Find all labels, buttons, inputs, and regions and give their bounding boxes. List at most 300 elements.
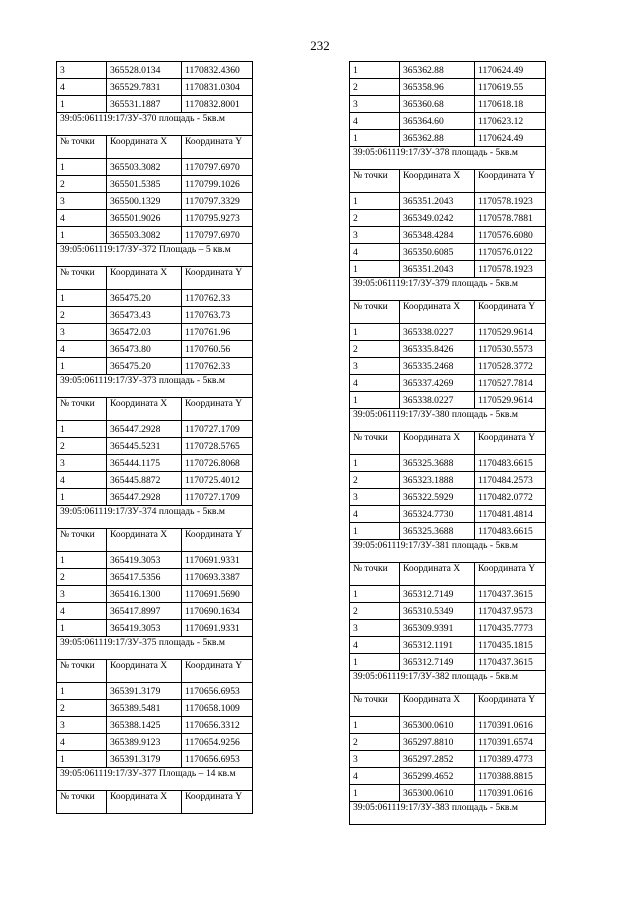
parcel-title-row bbox=[350, 409, 546, 432]
coordinate-y-cell: 1170391.6574 bbox=[475, 734, 546, 751]
coordinate-y-cell: 1170437.3615 bbox=[475, 586, 546, 603]
parcel-title-row bbox=[350, 802, 546, 825]
point-number-cell: 1 bbox=[57, 552, 107, 569]
point-number-cell: 2 bbox=[350, 341, 400, 358]
point-number-cell: 2 bbox=[350, 79, 400, 96]
coordinate-y-cell: 1170658.1009 bbox=[182, 700, 253, 717]
table-row bbox=[57, 717, 253, 734]
point-number-cell: 1 bbox=[57, 159, 107, 176]
column-header-point-number: № точки bbox=[350, 432, 400, 455]
coordinate-y-cell: 1170691.5690 bbox=[182, 586, 253, 603]
point-number-cell: 1 bbox=[350, 130, 400, 147]
point-number-cell: 2 bbox=[350, 472, 400, 489]
coordinate-x-cell: 365389.5481 bbox=[107, 700, 182, 717]
point-number-cell: 4 bbox=[57, 734, 107, 751]
coordinate-y-cell: 1170389.4773 bbox=[475, 751, 546, 768]
table-row bbox=[350, 455, 546, 472]
column-header-point-number: № точки bbox=[350, 694, 400, 717]
coordinate-x-cell: 365529.7831 bbox=[107, 79, 182, 96]
point-number-cell: 3 bbox=[57, 455, 107, 472]
point-number-cell: 1 bbox=[350, 62, 400, 79]
point-number-cell: 4 bbox=[57, 210, 107, 227]
parcel-title-row bbox=[350, 147, 546, 170]
column-header-coordinate-y: Координата Y bbox=[475, 694, 546, 717]
coordinate-y-cell: 1170391.0616 bbox=[475, 785, 546, 802]
table-row bbox=[57, 62, 253, 79]
right-coordinate-table bbox=[349, 61, 546, 825]
coordinate-y-cell: 1170690.1634 bbox=[182, 603, 253, 620]
column-header-coordinate-y: Координата Y bbox=[182, 791, 253, 814]
table-row bbox=[57, 341, 253, 358]
parcel-title-row bbox=[350, 278, 546, 301]
column-header-point-number: № точки bbox=[350, 170, 400, 193]
coordinate-y-cell: 1170797.6970 bbox=[182, 159, 253, 176]
coordinate-x-cell: 365417.8997 bbox=[107, 603, 182, 620]
parcel-title-row bbox=[350, 671, 546, 694]
point-number-cell: 2 bbox=[57, 569, 107, 586]
coordinate-x-cell: 365299.4652 bbox=[400, 768, 475, 785]
parcel-title: 39:05:061119:17/ЗУ-375 площадь - 5кв.м bbox=[57, 637, 253, 660]
coordinate-x-cell: 365475.20 bbox=[107, 358, 182, 375]
coordinate-y-cell: 1170728.5765 bbox=[182, 438, 253, 455]
coordinate-x-cell: 365503.3082 bbox=[107, 227, 182, 244]
table-row bbox=[57, 603, 253, 620]
table-header-row bbox=[350, 563, 546, 586]
coordinate-y-cell: 1170618.18 bbox=[475, 96, 546, 113]
table-row bbox=[57, 700, 253, 717]
table-row bbox=[350, 79, 546, 96]
coordinate-y-cell: 1170529.9614 bbox=[475, 324, 546, 341]
point-number-cell: 1 bbox=[350, 523, 400, 540]
coordinate-y-cell: 1170727.1709 bbox=[182, 421, 253, 438]
coordinate-y-cell: 1170624.49 bbox=[475, 62, 546, 79]
coordinate-y-cell: 1170727.1709 bbox=[182, 489, 253, 506]
point-number-cell: 4 bbox=[350, 113, 400, 130]
parcel-title: 39:05:061119:17/ЗУ-380 площадь - 5кв.м bbox=[350, 409, 546, 432]
table-header-row bbox=[57, 529, 253, 552]
table-row bbox=[350, 113, 546, 130]
parcel-title-row bbox=[57, 637, 253, 660]
point-number-cell: 3 bbox=[57, 586, 107, 603]
point-number-cell: 1 bbox=[350, 455, 400, 472]
coordinate-y-cell: 1170623.12 bbox=[475, 113, 546, 130]
coordinate-x-cell: 365528.0134 bbox=[107, 62, 182, 79]
coordinate-y-cell: 1170483.6615 bbox=[475, 523, 546, 540]
coordinate-y-cell: 1170624.49 bbox=[475, 130, 546, 147]
parcel-title: 39:05:061119:17/ЗУ-374 площадь - 5кв.м bbox=[57, 506, 253, 529]
coordinate-y-cell: 1170481.4814 bbox=[475, 506, 546, 523]
table-row bbox=[57, 159, 253, 176]
table-row bbox=[350, 603, 546, 620]
parcel-title: 39:05:061119:17/ЗУ-377 Площадь – 14 кв.м bbox=[57, 768, 253, 791]
table-row bbox=[57, 324, 253, 341]
table-row bbox=[350, 620, 546, 637]
coordinate-y-cell: 1170762.33 bbox=[182, 290, 253, 307]
table-row bbox=[57, 472, 253, 489]
table-row bbox=[57, 227, 253, 244]
coordinate-y-cell: 1170763.73 bbox=[182, 307, 253, 324]
column-header-coordinate-x: Координата X bbox=[400, 170, 475, 193]
column-header-point-number: № точки bbox=[57, 136, 107, 159]
coordinate-x-cell: 365349.0242 bbox=[400, 210, 475, 227]
coordinate-x-cell: 365312.7149 bbox=[400, 654, 475, 671]
coordinate-x-cell: 365364.60 bbox=[400, 113, 475, 130]
coordinate-x-cell: 365297.8810 bbox=[400, 734, 475, 751]
point-number-cell: 3 bbox=[350, 96, 400, 113]
coordinate-x-cell: 365391.3179 bbox=[107, 751, 182, 768]
table-row bbox=[57, 569, 253, 586]
column-header-point-number: № точки bbox=[57, 529, 107, 552]
point-number-cell: 2 bbox=[57, 700, 107, 717]
coordinate-y-cell: 1170762.33 bbox=[182, 358, 253, 375]
coordinate-y-cell: 1170578.1923 bbox=[475, 261, 546, 278]
coordinate-y-cell: 1170832.8001 bbox=[182, 96, 253, 113]
coordinate-x-cell: 365348.4284 bbox=[400, 227, 475, 244]
table-row bbox=[350, 244, 546, 261]
column-header-coordinate-x: Координата X bbox=[400, 694, 475, 717]
table-header-row bbox=[350, 694, 546, 717]
coordinate-y-cell: 1170654.9256 bbox=[182, 734, 253, 751]
table-header-row bbox=[57, 791, 253, 814]
table-row bbox=[350, 375, 546, 392]
coordinate-y-cell: 1170391.0616 bbox=[475, 717, 546, 734]
table-row bbox=[57, 438, 253, 455]
coordinate-x-cell: 365325.3688 bbox=[400, 523, 475, 540]
column-header-point-number: № точки bbox=[57, 267, 107, 290]
coordinate-x-cell: 365312.1191 bbox=[400, 637, 475, 654]
point-number-cell: 4 bbox=[350, 637, 400, 654]
point-number-cell: 3 bbox=[350, 358, 400, 375]
parcel-title-row bbox=[57, 113, 253, 136]
column-header-coordinate-x: Координата X bbox=[107, 398, 182, 421]
coordinate-x-cell: 365447.2928 bbox=[107, 489, 182, 506]
parcel-title-row bbox=[57, 506, 253, 529]
coordinate-y-cell: 1170619.55 bbox=[475, 79, 546, 96]
parcel-title-row bbox=[57, 244, 253, 267]
point-number-cell: 1 bbox=[57, 751, 107, 768]
point-number-cell: 1 bbox=[57, 683, 107, 700]
coordinate-y-cell: 1170529.9614 bbox=[475, 392, 546, 409]
table-row bbox=[350, 324, 546, 341]
table-row bbox=[57, 96, 253, 113]
coordinate-x-cell: 365338.0227 bbox=[400, 324, 475, 341]
coordinate-y-cell: 1170832.4360 bbox=[182, 62, 253, 79]
column-header-coordinate-y: Координата Y bbox=[182, 529, 253, 552]
coordinate-x-cell: 365419.3053 bbox=[107, 620, 182, 637]
coordinate-x-cell: 365501.5385 bbox=[107, 176, 182, 193]
coordinate-x-cell: 365472.03 bbox=[107, 324, 182, 341]
table-row bbox=[350, 358, 546, 375]
point-number-cell: 1 bbox=[57, 489, 107, 506]
coordinate-x-cell: 365447.2928 bbox=[107, 421, 182, 438]
coordinate-x-cell: 365322.5929 bbox=[400, 489, 475, 506]
point-number-cell: 4 bbox=[57, 472, 107, 489]
point-number-cell: 4 bbox=[57, 603, 107, 620]
coordinate-x-cell: 365335.8426 bbox=[400, 341, 475, 358]
table-header-row bbox=[57, 136, 253, 159]
table-row bbox=[57, 176, 253, 193]
coordinate-x-cell: 365389.9123 bbox=[107, 734, 182, 751]
point-number-cell: 1 bbox=[350, 392, 400, 409]
point-number-cell: 1 bbox=[57, 421, 107, 438]
table-row bbox=[350, 261, 546, 278]
table-row bbox=[350, 489, 546, 506]
point-number-cell: 1 bbox=[350, 261, 400, 278]
coordinate-x-cell: 365473.80 bbox=[107, 341, 182, 358]
table-row bbox=[350, 586, 546, 603]
coordinate-y-cell: 1170656.3312 bbox=[182, 717, 253, 734]
parcel-title: 39:05:061119:17/ЗУ-383 площадь - 5кв.м bbox=[350, 802, 546, 825]
coordinate-x-cell: 365350.6085 bbox=[400, 244, 475, 261]
point-number-cell: 1 bbox=[57, 620, 107, 637]
point-number-cell: 1 bbox=[57, 227, 107, 244]
coordinate-x-cell: 365351.2043 bbox=[400, 193, 475, 210]
coordinate-y-cell: 1170761.96 bbox=[182, 324, 253, 341]
table-row bbox=[57, 734, 253, 751]
coordinate-x-cell: 365351.2043 bbox=[400, 261, 475, 278]
table-row bbox=[350, 785, 546, 802]
point-number-cell: 2 bbox=[350, 734, 400, 751]
point-number-cell: 3 bbox=[350, 620, 400, 637]
table-row bbox=[350, 96, 546, 113]
coordinate-y-cell: 1170437.3615 bbox=[475, 654, 546, 671]
coordinate-y-cell: 1170691.9331 bbox=[182, 552, 253, 569]
coordinate-y-cell: 1170725.4012 bbox=[182, 472, 253, 489]
table-row bbox=[57, 290, 253, 307]
coordinate-y-cell: 1170437.9573 bbox=[475, 603, 546, 620]
table-row bbox=[350, 130, 546, 147]
table-row bbox=[350, 734, 546, 751]
table-row bbox=[57, 455, 253, 472]
coordinate-y-cell: 1170576.6080 bbox=[475, 227, 546, 244]
table-row bbox=[57, 79, 253, 96]
parcel-title-row bbox=[57, 768, 253, 791]
coordinate-x-cell: 365324.7730 bbox=[400, 506, 475, 523]
point-number-cell: 2 bbox=[57, 307, 107, 324]
coordinate-y-cell: 1170760.56 bbox=[182, 341, 253, 358]
column-header-coordinate-y: Координата Y bbox=[475, 170, 546, 193]
table-row bbox=[350, 392, 546, 409]
coordinate-y-cell: 1170435.7773 bbox=[475, 620, 546, 637]
column-header-coordinate-x: Координата X bbox=[107, 791, 182, 814]
parcel-title-row bbox=[350, 540, 546, 563]
coordinate-y-cell: 1170435.1815 bbox=[475, 637, 546, 654]
column-header-coordinate-x: Координата X bbox=[400, 563, 475, 586]
coordinate-x-cell: 365362.88 bbox=[400, 62, 475, 79]
point-number-cell: 4 bbox=[57, 341, 107, 358]
left-coordinate-column bbox=[56, 61, 252, 814]
coordinate-y-cell: 1170528.3772 bbox=[475, 358, 546, 375]
coordinate-x-cell: 365358.96 bbox=[400, 79, 475, 96]
coordinate-x-cell: 365338.0227 bbox=[400, 392, 475, 409]
column-header-point-number: № точки bbox=[57, 660, 107, 683]
table-row bbox=[57, 307, 253, 324]
coordinate-x-cell: 365473.43 bbox=[107, 307, 182, 324]
coordinate-x-cell: 365445.8872 bbox=[107, 472, 182, 489]
column-header-coordinate-y: Координата Y bbox=[182, 660, 253, 683]
coordinate-x-cell: 365310.5349 bbox=[400, 603, 475, 620]
coordinate-x-cell: 365309.9391 bbox=[400, 620, 475, 637]
table-row bbox=[57, 620, 253, 637]
coordinate-y-cell: 1170483.6615 bbox=[475, 455, 546, 472]
table-header-row bbox=[57, 398, 253, 421]
table-header-row bbox=[350, 432, 546, 455]
parcel-title: 39:05:061119:17/ЗУ-378 площадь - 5кв.м bbox=[350, 147, 546, 170]
point-number-cell: 3 bbox=[57, 62, 107, 79]
coordinate-y-cell: 1170527.7814 bbox=[475, 375, 546, 392]
coordinate-x-cell: 365475.20 bbox=[107, 290, 182, 307]
parcel-title: 39:05:061119:17/ЗУ-373 площадь - 5кв.м bbox=[57, 375, 253, 398]
coordinate-x-cell: 365300.0610 bbox=[400, 717, 475, 734]
left-coordinate-table bbox=[56, 61, 253, 814]
page-number: 232 bbox=[310, 38, 330, 53]
coordinate-y-cell: 1170726.8068 bbox=[182, 455, 253, 472]
coordinate-y-cell: 1170530.5573 bbox=[475, 341, 546, 358]
point-number-cell: 2 bbox=[350, 603, 400, 620]
point-number-cell: 4 bbox=[57, 79, 107, 96]
coordinate-x-cell: 365360.68 bbox=[400, 96, 475, 113]
coordinate-x-cell: 365501.9026 bbox=[107, 210, 182, 227]
column-header-point-number: № точки bbox=[57, 398, 107, 421]
coordinate-x-cell: 365416.1300 bbox=[107, 586, 182, 603]
coordinate-x-cell: 365503.3082 bbox=[107, 159, 182, 176]
column-header-coordinate-y: Координата Y bbox=[182, 398, 253, 421]
coordinate-y-cell: 1170799.1026 bbox=[182, 176, 253, 193]
point-number-cell: 3 bbox=[350, 751, 400, 768]
coordinate-y-cell: 1170482.0772 bbox=[475, 489, 546, 506]
point-number-cell: 1 bbox=[57, 358, 107, 375]
table-row bbox=[350, 62, 546, 79]
point-number-cell: 4 bbox=[350, 506, 400, 523]
coordinate-y-cell: 1170797.6970 bbox=[182, 227, 253, 244]
point-number-cell: 3 bbox=[57, 717, 107, 734]
point-number-cell: 1 bbox=[350, 654, 400, 671]
column-header-coordinate-y: Координата Y bbox=[475, 301, 546, 324]
coordinate-x-cell: 365362.88 bbox=[400, 130, 475, 147]
table-header-row bbox=[350, 301, 546, 324]
point-number-cell: 3 bbox=[57, 324, 107, 341]
coordinate-x-cell: 365417.5356 bbox=[107, 569, 182, 586]
parcel-title: 39:05:061119:17/ЗУ-379 площадь - 5кв.м bbox=[350, 278, 546, 301]
point-number-cell: 4 bbox=[350, 244, 400, 261]
table-header-row bbox=[350, 170, 546, 193]
point-number-cell: 1 bbox=[350, 717, 400, 734]
coordinate-y-cell: 1170484.2573 bbox=[475, 472, 546, 489]
coordinate-x-cell: 365419.3053 bbox=[107, 552, 182, 569]
column-header-coordinate-x: Координата X bbox=[400, 432, 475, 455]
point-number-cell: 1 bbox=[57, 290, 107, 307]
point-number-cell: 4 bbox=[350, 375, 400, 392]
parcel-title: 39:05:061119:17/ЗУ-382 площадь - 5кв.м bbox=[350, 671, 546, 694]
coordinate-x-cell: 365300.0610 bbox=[400, 785, 475, 802]
table-row bbox=[350, 751, 546, 768]
column-header-coordinate-x: Координата X bbox=[107, 529, 182, 552]
coordinate-y-cell: 1170795.9273 bbox=[182, 210, 253, 227]
column-header-coordinate-y: Координата Y bbox=[475, 563, 546, 586]
coordinate-y-cell: 1170656.6953 bbox=[182, 751, 253, 768]
table-row bbox=[350, 193, 546, 210]
table-row bbox=[57, 552, 253, 569]
table-row bbox=[350, 227, 546, 244]
coordinate-x-cell: 365335.2468 bbox=[400, 358, 475, 375]
table-row bbox=[57, 210, 253, 227]
coordinate-x-cell: 365297.2852 bbox=[400, 751, 475, 768]
coordinate-y-cell: 1170578.7881 bbox=[475, 210, 546, 227]
table-header-row bbox=[57, 660, 253, 683]
table-row bbox=[350, 523, 546, 540]
point-number-cell: 1 bbox=[350, 324, 400, 341]
table-row bbox=[350, 506, 546, 523]
coordinate-y-cell: 1170691.9331 bbox=[182, 620, 253, 637]
table-row bbox=[350, 654, 546, 671]
coordinate-x-cell: 365388.1425 bbox=[107, 717, 182, 734]
point-number-cell: 1 bbox=[350, 586, 400, 603]
parcel-title: 39:05:061119:17/ЗУ-372 Площадь – 5 кв.м bbox=[57, 244, 253, 267]
table-row bbox=[57, 489, 253, 506]
point-number-cell: 1 bbox=[57, 96, 107, 113]
point-number-cell: 2 bbox=[57, 438, 107, 455]
coordinate-y-cell: 1170693.3387 bbox=[182, 569, 253, 586]
column-header-coordinate-x: Координата X bbox=[107, 267, 182, 290]
column-header-point-number: № точки bbox=[350, 563, 400, 586]
column-header-point-number: № точки bbox=[57, 791, 107, 814]
point-number-cell: 3 bbox=[350, 227, 400, 244]
point-number-cell: 1 bbox=[350, 785, 400, 802]
table-row bbox=[57, 586, 253, 603]
column-header-coordinate-y: Координата Y bbox=[182, 267, 253, 290]
point-number-cell: 2 bbox=[350, 210, 400, 227]
column-header-coordinate-y: Координата Y bbox=[182, 136, 253, 159]
table-header-row bbox=[57, 267, 253, 290]
coordinate-y-cell: 1170576.0122 bbox=[475, 244, 546, 261]
column-header-coordinate-y: Координата Y bbox=[475, 432, 546, 455]
coordinate-x-cell: 365444.1175 bbox=[107, 455, 182, 472]
table-row bbox=[350, 210, 546, 227]
coordinate-x-cell: 365445.5231 bbox=[107, 438, 182, 455]
table-row bbox=[350, 768, 546, 785]
coordinate-x-cell: 365325.3688 bbox=[400, 455, 475, 472]
table-row bbox=[57, 358, 253, 375]
coordinate-y-cell: 1170831.0304 bbox=[182, 79, 253, 96]
table-row bbox=[57, 193, 253, 210]
coordinate-x-cell: 365337.4269 bbox=[400, 375, 475, 392]
column-header-coordinate-x: Координата X bbox=[107, 660, 182, 683]
column-header-coordinate-x: Координата X bbox=[107, 136, 182, 159]
coordinate-x-cell: 365312.7149 bbox=[400, 586, 475, 603]
column-header-coordinate-x: Координата X bbox=[400, 301, 475, 324]
point-number-cell: 4 bbox=[350, 768, 400, 785]
coordinate-x-cell: 365531.1887 bbox=[107, 96, 182, 113]
parcel-title-row bbox=[57, 375, 253, 398]
coordinate-x-cell: 365323.1888 bbox=[400, 472, 475, 489]
coordinate-x-cell: 365391.3179 bbox=[107, 683, 182, 700]
coordinate-y-cell: 1170578.1923 bbox=[475, 193, 546, 210]
point-number-cell: 3 bbox=[57, 193, 107, 210]
parcel-title: 39:05:061119:17/ЗУ-381 площадь - 5кв.м bbox=[350, 540, 546, 563]
right-coordinate-column bbox=[349, 61, 545, 825]
point-number-cell: 2 bbox=[57, 176, 107, 193]
point-number-cell: 1 bbox=[350, 193, 400, 210]
point-number-cell: 3 bbox=[350, 489, 400, 506]
table-row bbox=[350, 472, 546, 489]
parcel-title: 39:05:061119:17/ЗУ-370 площадь - 5кв.м bbox=[57, 113, 253, 136]
coordinate-x-cell: 365500.1329 bbox=[107, 193, 182, 210]
column-header-point-number: № точки bbox=[350, 301, 400, 324]
table-row bbox=[350, 637, 546, 654]
table-row bbox=[350, 717, 546, 734]
table-row bbox=[57, 421, 253, 438]
table-row bbox=[57, 683, 253, 700]
